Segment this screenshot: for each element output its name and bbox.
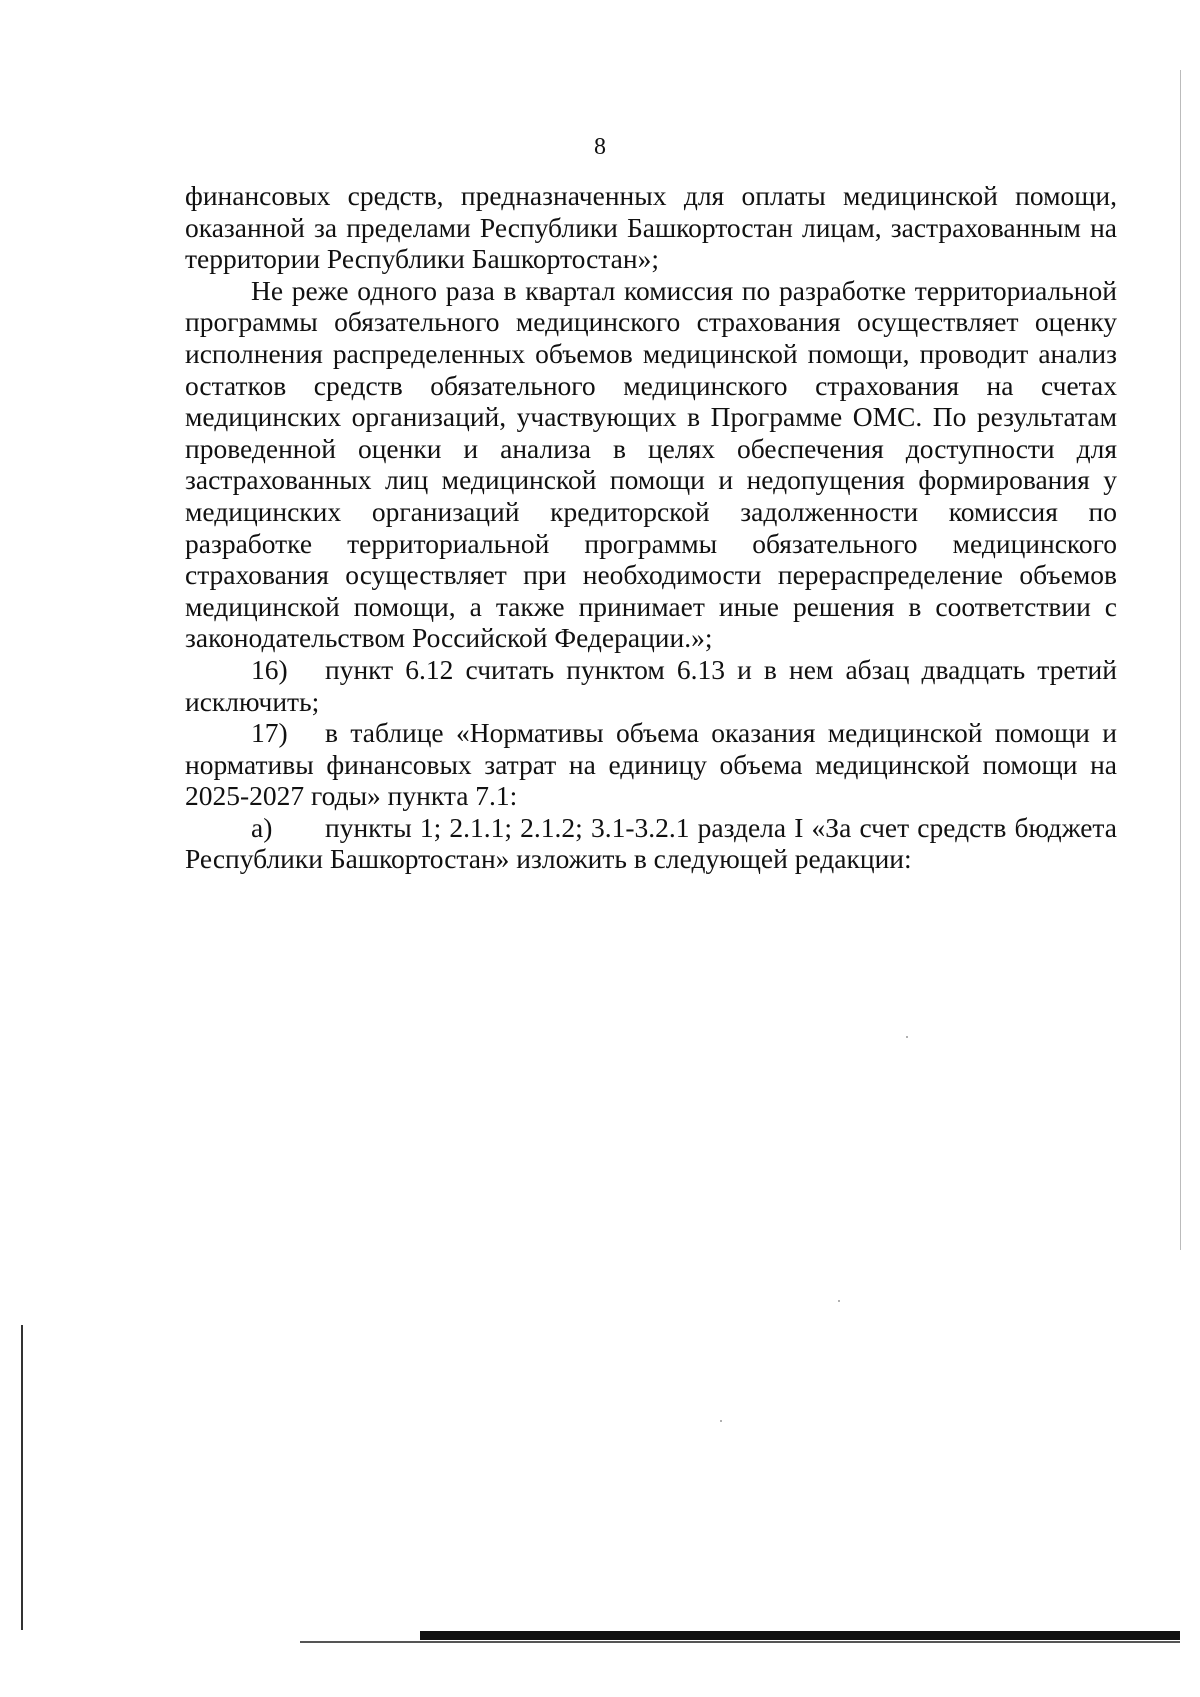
list-item-17 <box>185 717 1117 812</box>
paragraph-continuation: финансовых средств, предназначенных для оплаты медицинской помощи, оказанной за пределами Республики Башкортостан лицам, застрахованным на территории Республики Башкортостан»; <box>185 180 1117 275</box>
item-text: пункт 6.12 считать пунктом 6.13 и в нем абзац двадцать третий исключить; <box>185 653 1117 717</box>
list-item-a <box>185 812 1117 875</box>
scan-left-edge-line <box>21 1325 23 1630</box>
scan-bottom-bar <box>420 1631 1180 1640</box>
scan-speck <box>906 1036 908 1038</box>
scan-speck <box>838 1300 840 1302</box>
page-number: 8 <box>594 134 606 160</box>
scan-speck <box>720 1420 722 1422</box>
item-number: а) <box>251 811 273 843</box>
item-number: 16) <box>251 653 288 685</box>
scan-bottom-bar-thin <box>300 1641 1180 1643</box>
document-body <box>185 180 1117 875</box>
scan-right-edge-line <box>1180 70 1181 1250</box>
item-number: 17) <box>251 717 288 749</box>
item-text: пункты 1; 2.1.1; 2.1.2; 3.1-3.2.1 раздела I «За счет средств бюджета Республики Башкортостан» изложить в следующей редакции: <box>185 811 1117 875</box>
paragraph-commission: Не реже одного раза в квартал комиссия по разработке территориальной программы обязательного медицинского страхования осуществляет оценку исполнения распределенных объемов медицинской помощи, проводит анализ остатков средств обязательного медицинского страхования на счетах медицинских организаций, участвующих в Программе ОМС. По результатам проведенной оценки и анализа в целях обеспечения доступности для застрахованных лиц медицинской помощи и недопущения формирования у медицинских организаций кредиторской задолженности комиссия по разработке территориальной программы обязательного медицинского страхования осуществляет при необходимости перераспределение объемов медицинской помощи, а также принимает иные решения в соответствии с законодательством Российской Федерации.»; <box>185 274 1117 654</box>
item-text: в таблице «Нормативы объема оказания медицинской помощи и нормативы финансовых затрат на единицу объема медицинской помощи на 2025-2027 годы» пункта 7.1: <box>185 717 1117 812</box>
list-item-16 <box>185 654 1117 717</box>
